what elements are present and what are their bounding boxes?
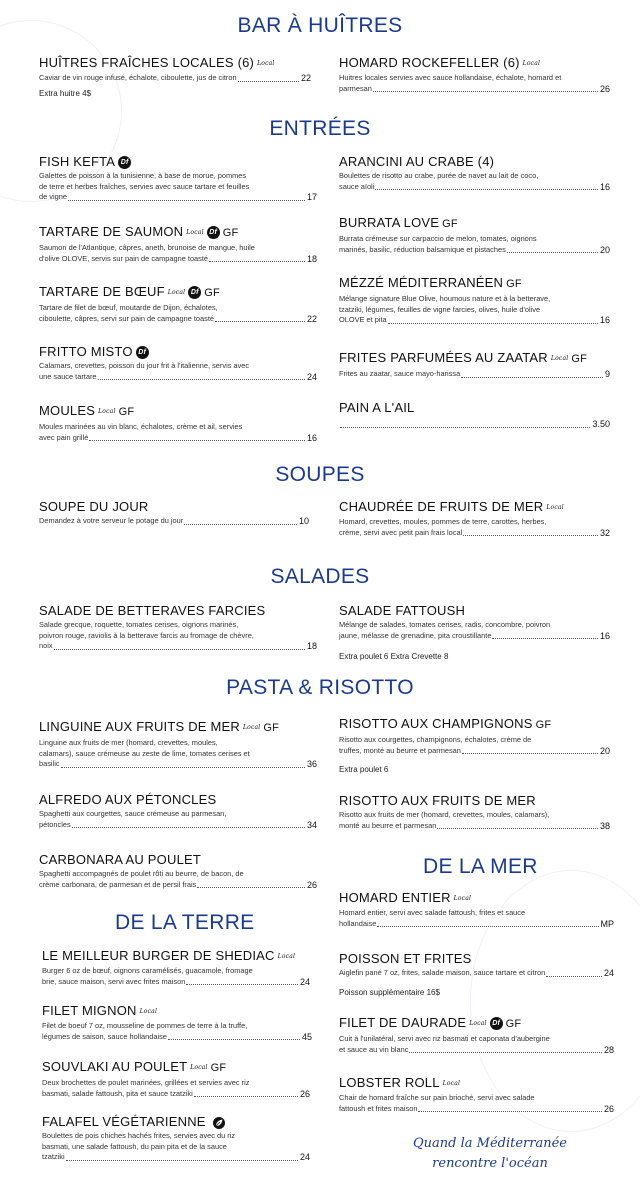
item-description: Calamars, crevettes, poisson du jour frit à l'italienne, servis avec (39, 361, 250, 371)
item-description: et sauce au vin blanc (339, 1044, 409, 1054)
item-description: OLOVE et pita (339, 315, 387, 325)
menu-item (339, 951, 614, 979)
item-price: 45 (301, 1031, 312, 1042)
item-price: MP (600, 918, 614, 929)
menu-item (39, 499, 309, 527)
dot-leader (209, 260, 305, 262)
item-name: HOMARD ENTIER (339, 890, 451, 905)
local-tag: Local (167, 289, 186, 297)
local-tag: Local (190, 1064, 208, 1072)
item-description: Mélange signature Blue Olive, houmous nature et à la betterave, (339, 294, 551, 303)
item-description: basmati, salade fattoush, pita et sauce tzatziki (42, 1088, 193, 1098)
gluten-free-tag: GF (222, 227, 239, 239)
local-tag: Local (186, 229, 204, 237)
item-name: SOUVLAKI AU POULET (42, 1059, 188, 1074)
item-price: 18 (306, 253, 317, 264)
item-description: parmesan (339, 83, 372, 93)
menu-item (339, 215, 610, 255)
item-price: 3.50 (592, 419, 610, 429)
item-description: Linguine aux fruits de mer (homard, crevettes, moules, (39, 738, 218, 747)
item-price: 10 (298, 516, 309, 526)
item-name: FILET MIGNON (42, 1003, 137, 1018)
dot-leader (377, 925, 598, 927)
local-tag: Local (277, 953, 296, 961)
menu-item (39, 154, 317, 203)
item-description: truffes, monté au beurre et parmesan (339, 745, 461, 755)
dot-leader (409, 1051, 602, 1053)
item-price: 22 (300, 73, 311, 84)
dot-leader (507, 251, 598, 253)
item-description: Spaghetti accompagnés de poulet rôti au beurre, de bacon, de (39, 869, 244, 878)
item-price: 20 (599, 244, 610, 255)
item-price: 24 (299, 1152, 310, 1163)
extra-note: Poisson supplémentaire 16$ (339, 988, 440, 997)
section-title-terre: DE LA TERRE (115, 911, 255, 934)
item-description: Cuit à l'unilatéral, servi avec riz basmati et caponata d'aubergine (339, 1034, 550, 1043)
item-description: une sauce tartare (39, 371, 97, 381)
item-name: SALADE DE BETTERAVES FARCIES (39, 603, 266, 618)
menu-item (339, 716, 610, 756)
item-description: légumes de saison, sauce hollandaise (42, 1031, 167, 1041)
extra-note: Extra poulet 6 (339, 765, 389, 774)
dot-leader (238, 80, 299, 82)
item-price: 16 (599, 630, 610, 641)
dot-leader (68, 199, 305, 201)
item-name: LINGUINE AUX FRUITS DE MER (39, 719, 240, 734)
dot-leader (54, 648, 305, 650)
dot-leader (462, 752, 598, 754)
item-name: CHAUDRÉE DE FRUITS DE MER (339, 499, 544, 514)
menu-item (39, 719, 317, 770)
item-description: marinés, basilic, réduction balsamique et pistaches (339, 244, 506, 254)
dot-leader (194, 1095, 298, 1097)
dot-leader (546, 975, 602, 977)
item-price: 28 (603, 1044, 614, 1055)
item-description: Moules marinées au vin blanc, échalotes, crème et ail, servies (39, 422, 243, 431)
menu-item (339, 55, 610, 94)
item-description: Homard entier, servi avec salade fattoush, frites et sauce (339, 908, 526, 918)
item-description: Huitres locales servies avec sauce hollandaise, échalote, homard et (339, 73, 562, 83)
item-name: BURRATA LOVE (339, 215, 440, 230)
item-name: SALADE FATTOUSH (339, 603, 466, 618)
item-description: calamars), sauce crémeuse au zeste de lime, tomates cerises et (39, 748, 250, 758)
item-description: Caviar de vin rouge infusé, échalote, ciboulette, jus de citron (39, 73, 237, 83)
local-tag: Local (139, 1008, 158, 1016)
item-name: MOULES (39, 403, 96, 418)
gluten-free-tag: GF (442, 218, 458, 230)
dot-leader (215, 320, 305, 322)
item-name: FALAFEL VÉGÉTARIENNE (42, 1114, 206, 1129)
item-price: 26 (306, 879, 317, 890)
local-tag: Local (469, 1020, 487, 1028)
item-description: Boulettes de pois chiches hachés frites, servies avec du riz (42, 1131, 236, 1140)
dot-leader (72, 826, 305, 828)
gluten-free-tag: GF (506, 278, 522, 290)
item-name: TARTARE DE BŒUF (39, 284, 165, 299)
item-price: 9 (604, 369, 610, 379)
dot-leader (437, 827, 598, 829)
menu-item (339, 1015, 614, 1055)
item-name: POISSON ET FRITES (339, 951, 472, 966)
item-name: PAIN A L'AIL (339, 400, 415, 415)
item-description: noix (39, 641, 53, 651)
item-description: sauce aïoli (339, 181, 375, 191)
item-price: 18 (306, 641, 317, 652)
item-name: TARTARE DE SAUMON (39, 224, 184, 239)
menu-item (42, 1114, 310, 1163)
item-description: Frites au zaatar, sauce mayo-harissa (339, 369, 461, 378)
menu-item (339, 350, 610, 380)
item-description: brie, sauce maison, servi avec frites maison (42, 976, 186, 986)
gluten-free-tag: GF (118, 406, 135, 418)
item-description: fattoush et frites maison (339, 1103, 418, 1113)
item-price: 22 (306, 313, 317, 324)
dot-leader (186, 983, 298, 985)
item-price: 16 (306, 432, 317, 443)
item-description: d'olive OLOVE, servis sur pain de campagne toasté (39, 253, 209, 263)
item-description: crème, servi avec petit pain frais local (339, 527, 463, 537)
item-price: 24 (299, 976, 310, 987)
item-description: pétoncles (39, 819, 71, 829)
menu-item (339, 499, 610, 538)
item-price: 32 (599, 527, 610, 538)
tagline-line: Quand la Méditerranée (413, 1136, 567, 1151)
item-description: Boulettes de risotto au crabe, purée de navet au lait de coco, (339, 171, 539, 180)
item-price: 16 (599, 181, 610, 192)
local-tag: Local (442, 1080, 461, 1088)
item-description: monté au beurre et parmesan (339, 820, 437, 830)
gluten-free-tag: GF (571, 353, 588, 365)
dot-leader (61, 766, 305, 768)
menu-item (42, 1059, 310, 1099)
item-description: Risotto aux fruits de mer (homard, crevettes, moules, calamars), (339, 810, 550, 819)
menu-item (339, 275, 610, 326)
item-description: Filet de boeuf 7 oz, mousseline de pommes de terre à la truffe, (42, 1021, 248, 1031)
item-description: de terre et herbes fraîches, servies avec sauce tartare et feuilles (39, 181, 250, 191)
local-tag: Local (98, 408, 116, 416)
item-description: Salade grecque, roquette, tomates cerises, oignons marinés, (39, 620, 239, 629)
gluten-free-tag: GF (535, 719, 552, 731)
item-name: RISOTTO AUX FRUITS DE MER (339, 793, 536, 808)
item-price: 26 (299, 1088, 310, 1099)
local-tag: Local (550, 355, 569, 363)
menu-item (339, 793, 610, 831)
item-name: LE MEILLEUR BURGER DE SHEDIAC (42, 948, 275, 963)
item-price: 20 (599, 745, 610, 756)
item-name: RISOTTO AUX CHAMPIGNONS (339, 716, 533, 731)
item-description: Spaghetti aux courgettes, sauce crémeuse au parmesan, (39, 809, 227, 818)
item-price: 17 (306, 192, 317, 203)
item-price: 26 (599, 83, 610, 94)
dot-leader (388, 322, 598, 324)
vegetarian-leaf-icon (213, 1117, 225, 1129)
menu-item (39, 403, 317, 443)
dot-leader (418, 1110, 602, 1112)
menu-item (42, 948, 310, 987)
dot-leader (184, 523, 297, 525)
menu-item (339, 400, 610, 430)
section-title-mer: DE LA MER (423, 855, 538, 878)
menu-item (339, 154, 610, 192)
item-name: MÉZZÉ MÉDITERRANÉEN (339, 275, 504, 290)
item-name: HOMARD ROCKEFELLER (6) (339, 55, 520, 70)
section-title-bar: BAR À HUÎTRES (237, 14, 403, 37)
item-name: HUÎTRES FRAÎCHES LOCALES (6) (39, 55, 255, 70)
item-description: de vigne (39, 192, 67, 202)
local-tag: Local (453, 895, 472, 903)
local-tag: Local (257, 60, 275, 68)
item-description: ciboulette, câpres, servi sur pain de campagne toasté (39, 313, 215, 323)
item-description: Aiglefin pané 7 oz, frites, salade maison, sauce tartare et citron (339, 968, 546, 977)
item-name: FRITTO MISTO (39, 344, 133, 359)
dot-leader (89, 439, 305, 441)
section-title-pasta: PASTA & RISOTTO (226, 676, 414, 699)
menu-item (39, 284, 317, 324)
dot-leader (463, 534, 598, 536)
menu-item (39, 852, 317, 890)
dairy-free-badge: Df (207, 226, 220, 239)
dairy-free-badge: Df (188, 286, 201, 299)
item-description: Risotto aux courgettes, champignons, échalotes, crème de (339, 735, 532, 744)
gluten-free-tag: GF (505, 1018, 522, 1030)
item-price: 24 (306, 371, 317, 382)
item-description: Tartare de filet de bœuf, moutarde de Dijon, échalotes, (39, 303, 218, 312)
item-description: Mélange de salades, tomates cerises, radis, concombre, poivron (339, 620, 551, 629)
item-description: jaune, mélasse de grenadine, pita croustillante (339, 630, 492, 640)
item-description: Galettes de poisson à la tunisienne, à base de morue, pommes (39, 171, 247, 181)
dairy-free-badge: Df (118, 156, 131, 169)
item-name: ALFREDO AUX PÉTONCLES (39, 792, 217, 807)
section-title-salades: SALADES (270, 565, 370, 588)
item-description: Homard, crevettes, moules, pommes de terre, carottes, herbes, (339, 517, 547, 527)
item-description: Burger 6 oz de bœuf, oignons caramélisés, guacamole, fromage (42, 966, 253, 976)
item-description: Chair de homard fraîche sur pain brioché, servi avec salade (339, 1093, 535, 1103)
item-price: 24 (603, 968, 614, 978)
local-tag: Local (546, 504, 564, 512)
extra-note: Extra huitre 4$ (39, 89, 92, 98)
tagline-line: rencontre l'océan (432, 1156, 548, 1171)
item-name: CARBONARA AU POULET (39, 852, 202, 867)
item-name: FRITES PARFUMÉES AU ZAATAR (339, 350, 548, 365)
item-price: 36 (306, 759, 317, 770)
item-description: basmati, une salade fattoush, du pain pita et de la sauce (42, 1141, 227, 1151)
gluten-free-tag: GF (210, 1062, 227, 1074)
menu-item (39, 55, 311, 84)
tagline (380, 1134, 600, 1174)
dairy-free-badge: Df (490, 1017, 503, 1030)
item-name: ARANCINI AU CRABE (4) (339, 154, 495, 169)
item-description: tzatziki, légumes, feuilles de vigne farcies, olives, huile d'olive (339, 304, 541, 314)
item-description: Saumon de l'Atlantique, câpres, aneth, brunoise de mangue, huile (39, 243, 255, 252)
dot-leader (373, 90, 598, 92)
item-name: LOBSTER ROLL (339, 1075, 440, 1090)
local-tag: Local (242, 724, 261, 732)
item-name: FILET DE DAURADE (339, 1015, 467, 1030)
item-name: FISH KEFTA (39, 154, 116, 169)
item-description: Deux brochettes de poulet marinées, grillées et servies avec riz (42, 1078, 250, 1087)
section-title-entrees: ENTRÉES (269, 117, 371, 140)
item-description: crème carbonara, de parmesan et de persil frais (39, 879, 197, 889)
dot-leader (461, 376, 603, 378)
extra-note: Extra poulet 6 Extra Crevette 8 (339, 652, 449, 661)
menu-item (39, 792, 317, 830)
item-description: tzatziki (42, 1152, 65, 1162)
item-price: 26 (603, 1103, 614, 1114)
gluten-free-tag: GF (263, 722, 280, 734)
dot-leader (66, 1159, 298, 1161)
item-description: poivron rouge, raviolis à la betterave farcis au fromage de chèvre, (39, 630, 254, 640)
menu-item (39, 344, 317, 382)
item-name: SOUPE DU JOUR (39, 499, 149, 514)
menu-item (42, 1003, 312, 1042)
menu-item (39, 224, 317, 264)
item-price: 16 (599, 315, 610, 326)
item-description: avec pain grillé (39, 432, 89, 442)
dot-leader (375, 188, 598, 190)
item-description: Demandez à votre serveur le potage du jour (39, 516, 184, 525)
local-tag: Local (522, 60, 541, 68)
item-price: 38 (599, 820, 610, 831)
menu-item (39, 603, 317, 652)
dot-leader (197, 886, 305, 888)
item-description: basilic (39, 759, 60, 769)
menu-item (339, 1075, 614, 1114)
gluten-free-tag: GF (204, 287, 220, 299)
dot-leader (340, 426, 590, 428)
dairy-free-badge: Df (136, 346, 149, 359)
menu-item (339, 603, 610, 641)
item-description: Burrata crémeuse sur carpaccio de melon, tomates, oignons (339, 234, 537, 243)
section-title-soupes: SOUPES (275, 463, 365, 486)
item-price: 34 (306, 819, 317, 830)
menu-item (339, 890, 614, 929)
dot-leader (168, 1038, 300, 1040)
dot-leader (98, 378, 305, 380)
dot-leader (492, 637, 598, 639)
item-description: hollandaise (339, 918, 377, 928)
